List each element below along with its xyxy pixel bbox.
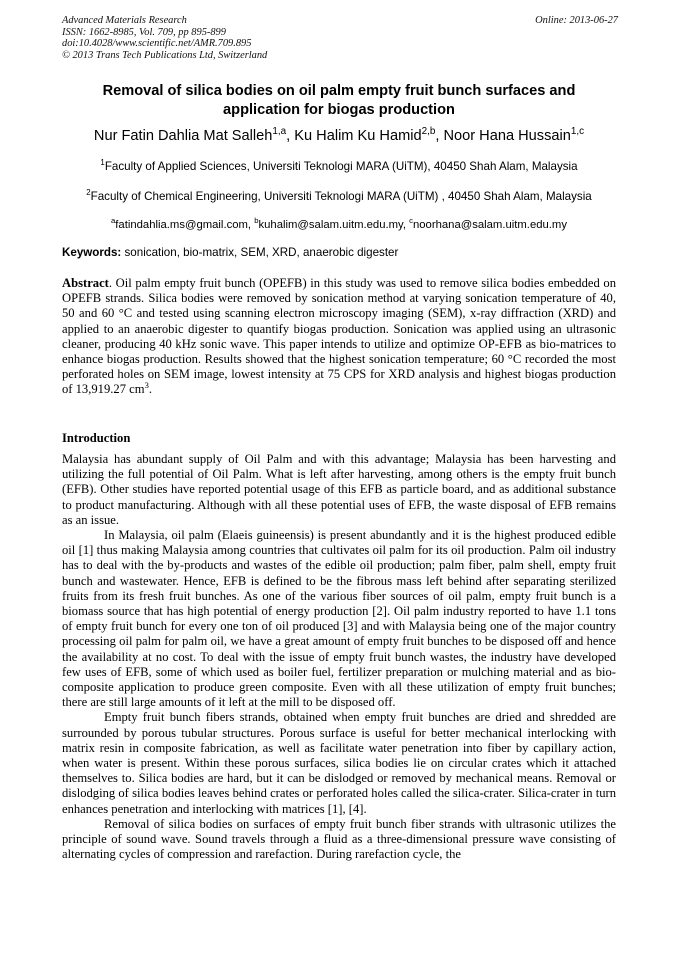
keywords-label: Keywords:	[62, 246, 122, 259]
author-1-sep: ,	[286, 128, 295, 144]
author-list	[62, 127, 616, 145]
paper-title	[62, 82, 616, 120]
intro-paragraph-4: Removal of silica bodies on surfaces of empty fruit bunch fiber strands with ultrasonic utilizes the principle of sound wave. Sound travels through a fluid as a three-dimensional pressure wave consisting of alternating cycles of compression and rarefaction. During rarefaction cycle, the	[62, 816, 616, 862]
email-c-sup: c	[409, 216, 413, 226]
abstract-text: . Oil palm empty fruit bunch (OPEFB) in this study was used to remove silica bodies embedded on OPEFB strands. Silica bodies were removed by sonication method at varying sonication temperature of 40, 50 and 60 °C and tested using scanning electron microscopy imaging (SEM), x-ray diffraction (XRD) and applied to an anaerobic digester to quantify biogas production. Sonication was applied using an ultrasonic cleaner, producing 40 kHz sonic wave. This paper intends to utilize and optimize OP-EFB as bio-matrices to enhance biogas production. Results showed that the highest sonication temperature; 60 °C recorded the most perforated holes on SEM image, lowest intensity at 75 CPS for XRD analysis and highest biogas production of 13,919.27 cm	[62, 276, 616, 397]
intro-paragraph-2: In Malaysia, oil palm (Elaeis guineensis) is present abundantly and it is the highest produced edible oil [1] thus making Malaysia among countries that cultivates oil palm for its oil production. Palm oil industry has to deal with the by-products and wastes of the edible oil production; palm fiber, palm shell, empty fruit bunch and wastewater. Hence, EFB is defined to be the fibrous mass left behind after separating sterilized fruits from its fresh fruit bunches. As one of the various fiber sources of oil palm, empty fruit bunch is a biomass source that has high potential of energy production [2]. Oil palm industry reported to have 1.1 tons of empty fruit bunch for every one ton of oil produced [3] and with Malaysia being one of the major country processing oil palm for palm oil, we have a great amount of empty fruit bunches to be disposed off and hence the availability at no cost. To deal with the issue of empty fruit bunch wastes, the industry have developed few uses of EFB, some of which used as boiler fuel, fertilizer preparation or mulching material and as bio-composite application to produce green composite. Even with all these utilization of empty fruit bunches; there are still large amounts of it left at the mill to be disposed off.	[62, 528, 616, 710]
email-b-sup: b	[254, 216, 259, 226]
journal-header	[62, 15, 618, 61]
abstract-label: Abstract	[62, 276, 109, 290]
introduction-body	[62, 452, 616, 862]
email-c: noorhana@salam.uitm.edu.my	[412, 219, 567, 231]
introduction-heading: Introduction	[62, 431, 131, 445]
abstract-sup: 3	[144, 380, 149, 391]
author-1-name: Nur Fatin Dahlia Mat Salleh	[93, 128, 273, 144]
author-2-name: Ku Halim Ku Hamid	[294, 128, 422, 144]
issn-line: ISSN: 1662-8985, Vol. 709, pp 895-899	[62, 26, 226, 38]
doi-line: doi:10.4028/www.scientific.net/AMR.709.895	[62, 38, 252, 50]
abstract	[62, 276, 616, 398]
author-1-sup: 1,a	[272, 126, 287, 138]
keywords	[62, 246, 616, 260]
abstract-end: .	[148, 382, 152, 397]
keywords-text: sonication, bio-matrix, SEM, XRD, anaerobic digester	[121, 246, 399, 259]
affiliation-2-text: Faculty of Chemical Engineering, Universiti Teknologi MARA (UiTM) , 40450 Shah Alam, Malaysia	[90, 190, 592, 203]
email-a-sup: a	[111, 216, 116, 226]
title-line-1: Removal of silica bodies on oil palm empty fruit bunch surfaces and	[102, 83, 576, 99]
affiliation-2	[62, 190, 616, 204]
email-b: kuhalim@salam.uitm.edu.my,	[258, 219, 410, 231]
author-3-name: Noor Hana Hussain	[443, 128, 571, 144]
email-a: fatindahlia.ms@gmail.com,	[115, 219, 255, 231]
author-2-sep: ,	[435, 128, 444, 144]
affiliation-1	[62, 160, 616, 174]
copyright-line: © 2013 Trans Tech Publications Ltd, Switzerland	[62, 49, 268, 61]
journal-name: Advanced Materials Research	[62, 15, 187, 26]
intro-paragraph-3: Empty fruit bunch fibers strands, obtained when empty fruit bunches are dried and shredded are surrounded by porous tubular structures. Porous surface is useful for better mechanical interlocking with matrix resin in composite fabrication, as well as facilitate water penetration into fiber by capillary action, when water is present. Within these porous surfaces, silica bodies lie on circular crates which it attached themselves to. Silica bodies are hard, but it can be dislodged or removed by mechanical means. Removal or dislodging of silica bodies leaves behind crates or perforated holes called the silica-crater. Silica-crater in turn enhances penetration and interlocking with matrices [1], [4].	[62, 710, 616, 816]
author-3-sup: 1,c	[570, 126, 585, 138]
intro-paragraph-1: Malaysia has abundant supply of Oil Palm and with this advantage; Malaysia has been harvesting and utilizing the full potential of Oil Palm. What is left after harvesting, among others is the empty fruit bunch (EFB). Other studies have reported potential usage of this EFB as particle board, and as additional substance to product manufacturing. Although with all these potential uses of EFB, the waste disposal of EFB remains as an issue.	[62, 452, 616, 527]
affiliation-1-sup: 1	[100, 158, 105, 168]
online-date: Online: 2013-06-27	[535, 15, 618, 26]
author-emails	[62, 218, 616, 232]
affiliation-1-text: Faculty of Applied Sciences, Universiti Teknologi MARA (UiTM), 40450 Shah Alam, Malaysia	[104, 160, 578, 173]
title-line-2: application for biogas production	[223, 102, 455, 118]
author-2-sup: 2,b	[421, 126, 436, 138]
affiliation-2-sup: 2	[86, 188, 91, 198]
